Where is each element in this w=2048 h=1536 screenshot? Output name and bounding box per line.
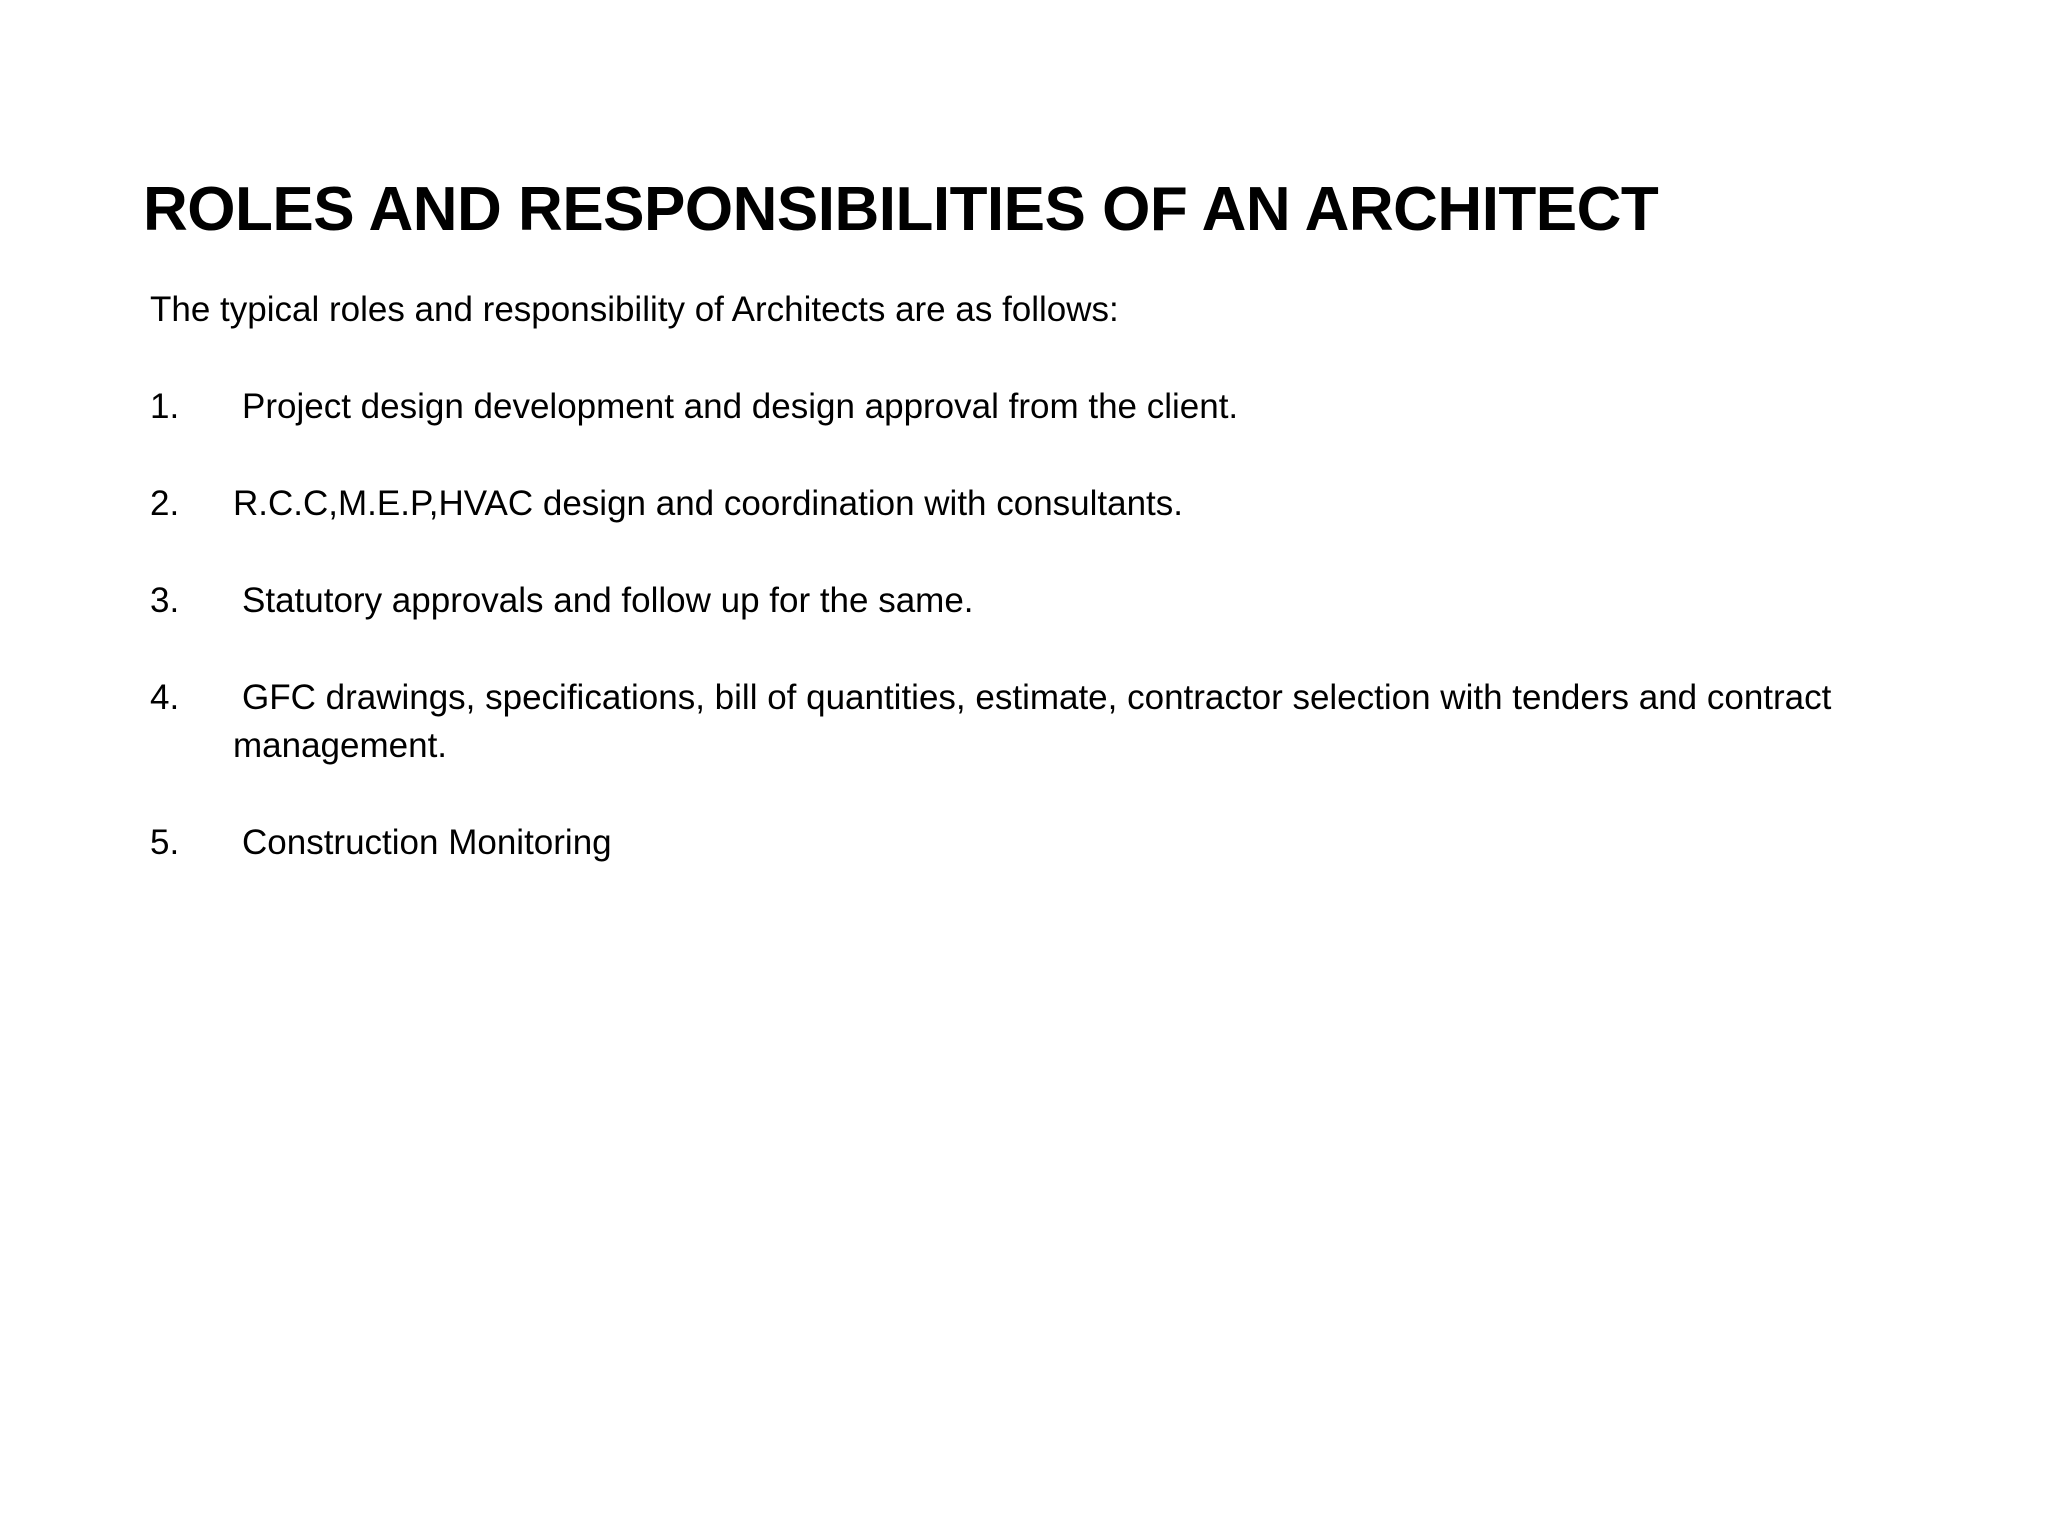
list-item-number: 5. — [150, 823, 180, 862]
list-item-text: Construction Monitoring — [242, 823, 612, 862]
slide-intro: The typical roles and responsibility of Architects are as follows: — [150, 290, 1119, 329]
list-item — [150, 819, 1970, 867]
list-item-text: Project design development and design approval from the client. — [242, 387, 1239, 426]
list-item-number: 2. — [150, 484, 180, 523]
slide-title: ROLES AND RESPONSIBILITIES OF AN ARCHITECT — [143, 175, 1659, 244]
list-item-number: 1. — [150, 387, 180, 426]
list-item-number: 4. — [150, 678, 180, 717]
list-item-text: Statutory approvals and follow up for the same. — [242, 581, 974, 620]
list-item — [150, 480, 1970, 528]
list-item — [150, 674, 1970, 770]
responsibilities-list — [150, 383, 1970, 916]
list-item-number: 3. — [150, 581, 180, 620]
list-item-text: R.C.C,M.E.P,HVAC design and coordination with consultants. — [233, 484, 1184, 523]
list-item-text: GFC drawings, specifications, bill of quantities, estimate, contractor selection with tenders and contract management. — [233, 678, 1832, 765]
list-item — [150, 577, 1970, 625]
list-item — [150, 383, 1970, 431]
